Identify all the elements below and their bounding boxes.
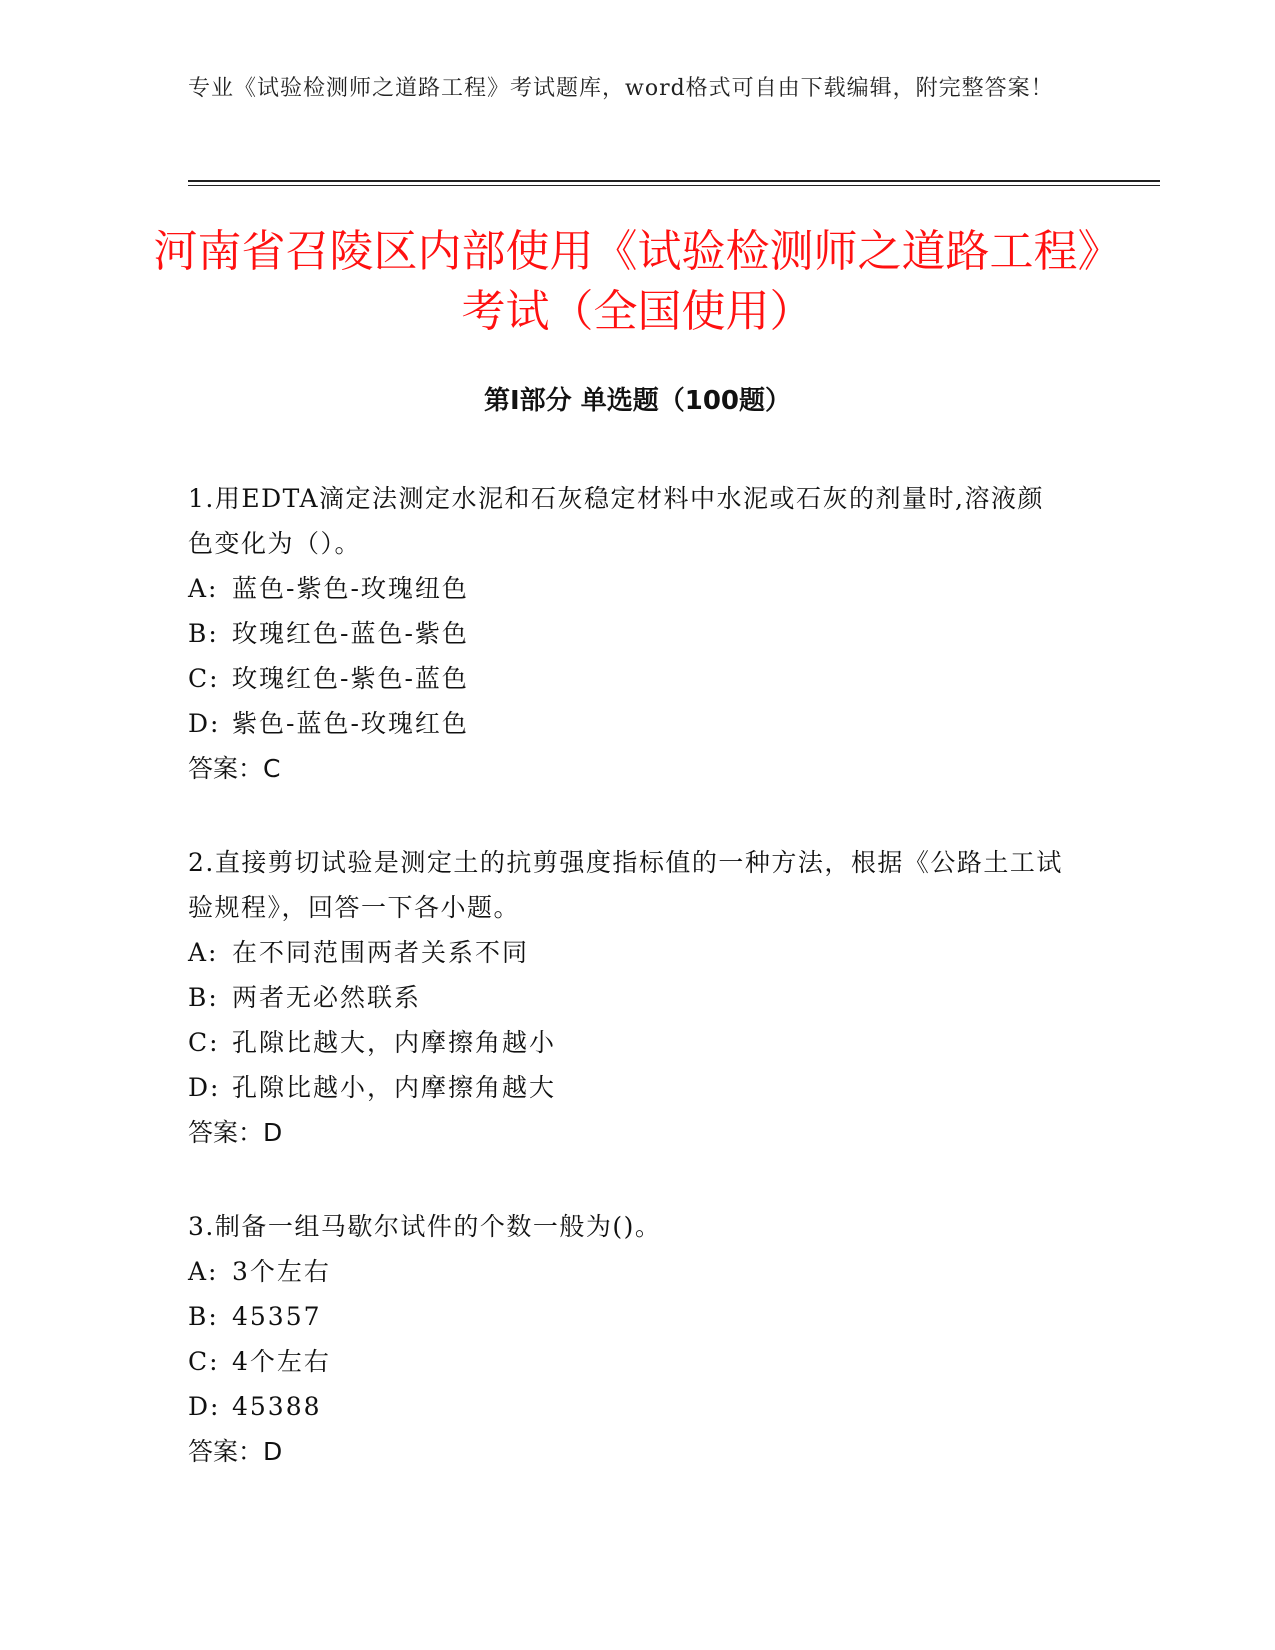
option-text: 45388 bbox=[232, 1392, 322, 1421]
option-letter: C: bbox=[188, 1347, 220, 1376]
option-text: 紫色-蓝色-玫瑰红色 bbox=[232, 709, 469, 738]
header-divider-thick bbox=[188, 180, 1160, 182]
option-letter: D: bbox=[188, 1073, 221, 1102]
option-text: 孔隙比越大，内摩擦角越小 bbox=[232, 1028, 557, 1057]
question-list bbox=[188, 476, 1068, 1523]
question-stem: 1.用EDTA滴定法测定水泥和石灰稳定材料中水泥或石灰的剂量时,溶液颜色变化为（）。 bbox=[188, 484, 1044, 558]
question-1 bbox=[188, 476, 1068, 791]
option-text: 3个左右 bbox=[232, 1257, 331, 1286]
document-title: 河南省召陵区内部使用《试验检测师之道路工程》考试（全国使用） bbox=[153, 226, 1122, 337]
option-d bbox=[188, 1384, 1068, 1429]
option-letter: D: bbox=[188, 709, 221, 738]
option-c bbox=[188, 656, 1068, 701]
option-letter: B: bbox=[188, 983, 219, 1012]
option-letter: C: bbox=[188, 664, 220, 693]
option-d bbox=[188, 1065, 1068, 1110]
option-letter: A: bbox=[188, 1257, 219, 1286]
option-text: 玫瑰红色-蓝色-紫色 bbox=[232, 619, 469, 648]
header-divider-thin bbox=[188, 185, 1160, 186]
option-letter: C: bbox=[188, 1028, 220, 1057]
option-text: 玫瑰红色-紫色-蓝色 bbox=[232, 664, 469, 693]
header-note: 专业《试验检测师之道路工程》考试题库，word格式可自由下载编辑，附完整答案！ bbox=[188, 76, 1054, 101]
option-b bbox=[188, 975, 1068, 1020]
answer-line: 答案：D bbox=[188, 1437, 283, 1466]
section-title: 第Ⅰ部分 单选题（100题） bbox=[484, 386, 791, 416]
option-letter: D: bbox=[188, 1392, 221, 1421]
option-letter: A: bbox=[188, 938, 219, 967]
option-c bbox=[188, 1339, 1068, 1384]
question-2 bbox=[188, 840, 1068, 1155]
option-a bbox=[188, 1249, 1068, 1294]
option-d bbox=[188, 701, 1068, 746]
question-stem: 2.直接剪切试验是测定土的抗剪强度指标值的一种方法，根据《公路土工试验规程》，回答一下各小题。 bbox=[188, 848, 1063, 922]
option-b bbox=[188, 611, 1068, 656]
option-a bbox=[188, 930, 1068, 975]
option-text: 4个左右 bbox=[232, 1347, 331, 1376]
question-3 bbox=[188, 1204, 1068, 1474]
option-text: 孔隙比越小，内摩擦角越大 bbox=[232, 1073, 557, 1102]
option-text: 两者无必然联系 bbox=[232, 983, 422, 1012]
option-text: 45357 bbox=[232, 1302, 322, 1331]
option-b bbox=[188, 1294, 1068, 1339]
option-text: 蓝色-紫色-玫瑰纽色 bbox=[232, 574, 469, 603]
answer-line: 答案：D bbox=[188, 1118, 283, 1147]
option-text: 在不同范围两者关系不同 bbox=[232, 938, 530, 967]
question-stem: 3.制备一组马歇尔试件的个数一般为()。 bbox=[188, 1212, 662, 1241]
option-letter: A: bbox=[188, 574, 219, 603]
option-letter: B: bbox=[188, 619, 219, 648]
option-a bbox=[188, 566, 1068, 611]
answer-line: 答案：C bbox=[188, 754, 281, 783]
option-c bbox=[188, 1020, 1068, 1065]
option-letter: B: bbox=[188, 1302, 219, 1331]
